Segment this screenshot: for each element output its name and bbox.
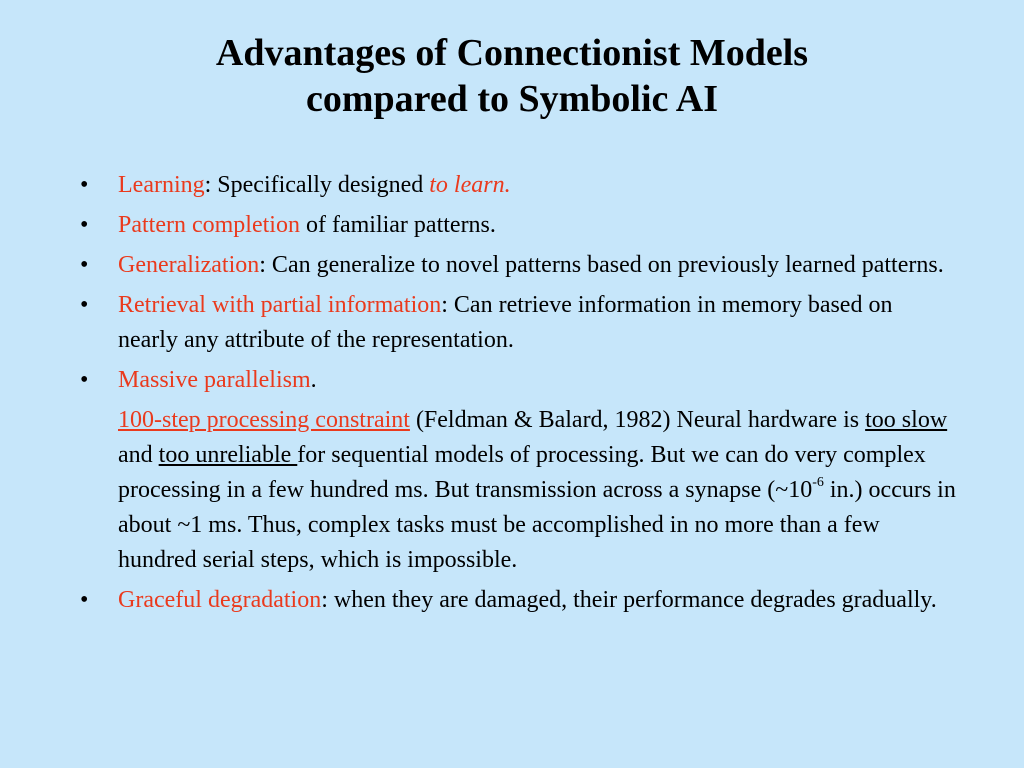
item-text: : Can generalize to novel patterns based on previously learned patterns.	[259, 252, 944, 278]
list-item	[78, 288, 958, 358]
title-line-1: Advantages of Connectionist Models	[215, 32, 809, 74]
paragraph-text: (Feldman & Balard, 1982) Neural hardware is	[409, 407, 866, 433]
item-text: of familiar patterns.	[299, 212, 496, 238]
term-retrieval: Retrieval with partial information	[118, 292, 442, 318]
term-learning: Learning	[118, 172, 205, 198]
paragraph-text: and	[118, 442, 159, 468]
constraint-paragraph	[78, 403, 958, 578]
list-item	[78, 363, 958, 398]
paragraph-text: for sequential models of processing. But we can do very complex processing in a few hundred ms. But transmission across a synapse (~10	[118, 442, 926, 503]
term-generalization: Generalization	[118, 252, 260, 278]
item-emphasis: to learn.	[429, 172, 511, 198]
bullet-list	[78, 168, 958, 623]
bullet-dot: •	[80, 292, 89, 318]
item-text: .	[310, 367, 317, 393]
paragraph-text: in.) occurs in about ~1 ms. Thus, complex tasks must be accomplished in no more than a few hundred serial steps, which is impossible.	[118, 477, 956, 573]
bullet-dot: •	[80, 172, 89, 198]
exponent: -6	[812, 475, 824, 490]
term-pattern-completion: Pattern completion	[118, 212, 300, 238]
item-text: : Can retrieve information in memory based on nearly any attribute of the representation.	[118, 292, 893, 353]
bullet-dot: •	[80, 212, 89, 238]
bullet-dot: •	[80, 367, 89, 393]
constraint-link[interactable]: 100-step processing constraint	[118, 407, 410, 433]
list-item	[78, 208, 958, 243]
item-text: : when they are damaged, their performance degrades gradually.	[321, 587, 937, 613]
item-text: : Specifically designed	[204, 172, 430, 198]
list-item	[78, 583, 958, 618]
underlined-too-unreliable: too unreliable	[158, 442, 298, 468]
term-massive-parallelism: Massive parallelism	[118, 367, 311, 393]
term-graceful-degradation: Graceful degradation	[118, 587, 322, 613]
title-line-2: compared to Symbolic AI	[305, 78, 719, 120]
slide-title	[0, 30, 1024, 122]
underlined-too-slow: too slow	[865, 407, 948, 433]
bullet-dot: •	[80, 587, 89, 613]
list-item	[78, 248, 958, 283]
bullet-dot: •	[80, 252, 89, 278]
list-item	[78, 168, 958, 203]
